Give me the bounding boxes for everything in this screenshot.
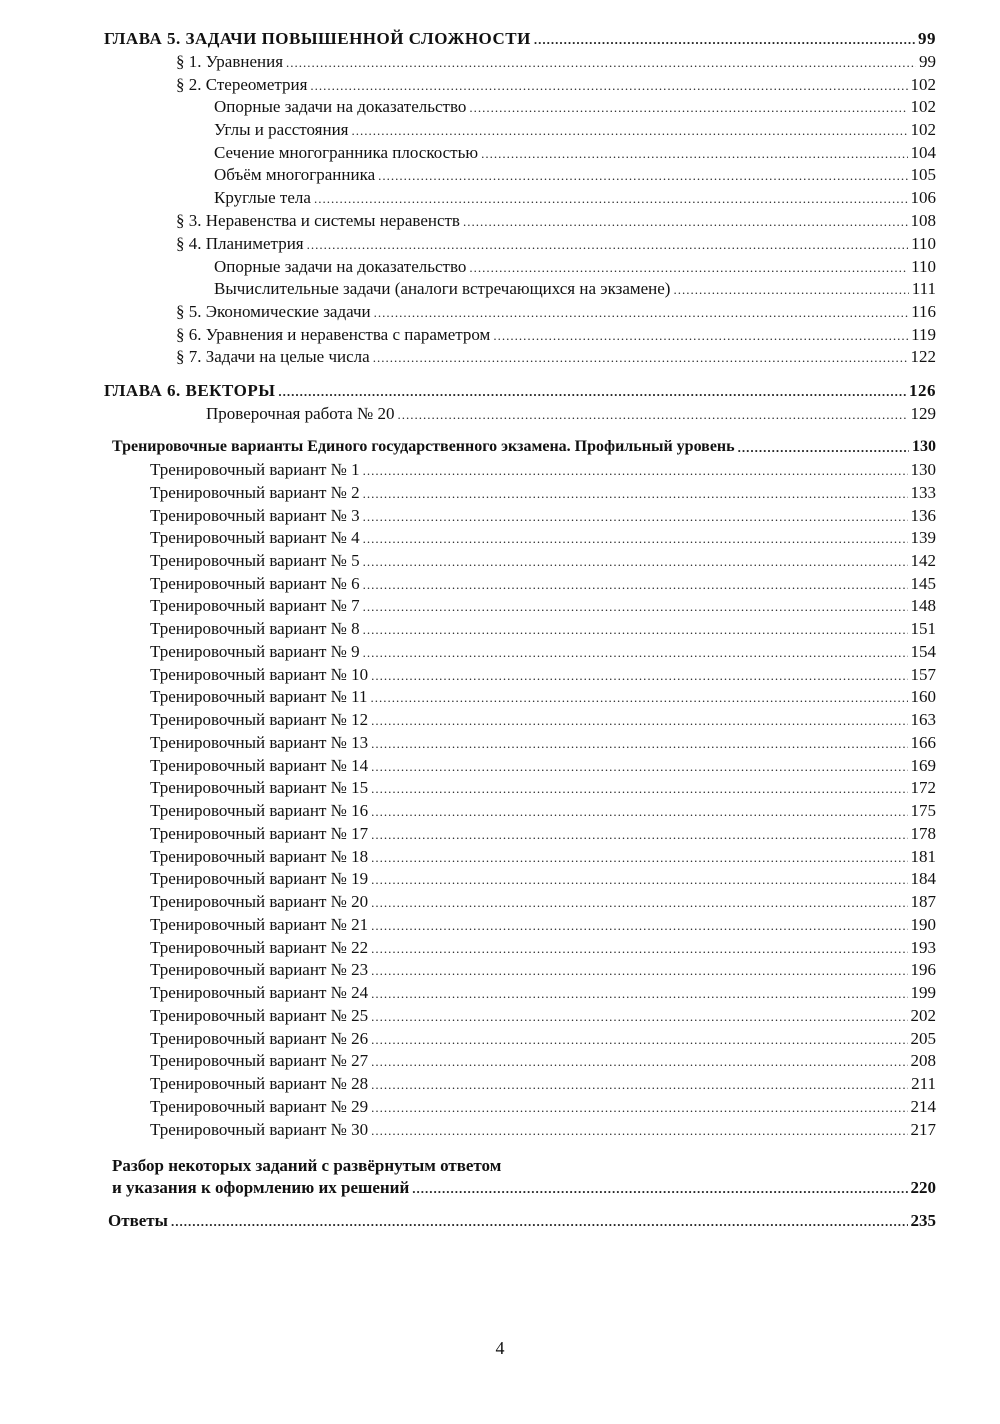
toc-variant-13[interactable]: Тренировочный вариант № 13 ..... 166 <box>150 732 936 754</box>
toc-variant-3[interactable]: Тренировочный вариант № 3 ..... 136 <box>150 505 936 527</box>
toc-section-7[interactable]: § 7. Задачи на целые числа ..... 122 <box>176 346 936 368</box>
toc-section-3[interactable]: § 3. Неравенства и системы неравенств ..... 108 <box>176 210 936 232</box>
toc-subsection[interactable]: Объём многогранника ..... 105 <box>214 164 936 186</box>
toc-analysis[interactable]: и указания к оформлению их решений ..... 220 <box>112 1177 936 1199</box>
toc-entry-page: 99 <box>918 29 936 48</box>
toc-variant-10[interactable]: Тренировочный вариант № 10 ..... 157 <box>150 664 936 686</box>
toc-section-2[interactable]: § 2. Стереометрия ..... 102 <box>176 74 936 96</box>
toc-analysis-line1: Разбор некоторых заданий с развёрнутым ответом <box>112 1156 502 1175</box>
toc-section-4[interactable]: § 4. Планиметрия ..... 110 <box>176 233 936 255</box>
toc-variant-27[interactable]: Тренировочный вариант № 27 ..... 208 <box>150 1050 936 1072</box>
toc-subsection[interactable]: Опорные задачи на доказательство ..... 110 <box>214 256 936 278</box>
toc-training-heading[interactable]: Тренировочные варианты Единого государственного экзамена. Профильный уровень ..... 130 <box>112 436 936 458</box>
toc-test-20[interactable]: Проверочная работа № 20 ..... 129 <box>206 403 936 425</box>
toc-variant-5[interactable]: Тренировочный вариант № 5 ..... 142 <box>150 550 936 572</box>
toc-variant-6[interactable]: Тренировочный вариант № 6 ..... 145 <box>150 573 936 595</box>
toc-chapter-6[interactable]: ГЛАВА 6. ВЕКТОРЫ ..... 126 <box>104 380 936 402</box>
toc-variant-23[interactable]: Тренировочный вариант № 23 ..... 196 <box>150 959 936 981</box>
toc-subsection[interactable]: Опорные задачи на доказательство ..... 102 <box>214 96 936 118</box>
toc-variant-11[interactable]: Тренировочный вариант № 11 ..... 160 <box>150 686 936 708</box>
toc-subsection[interactable]: Вычислительные задачи (аналоги встречающихся на экзамене) ..... 111 <box>214 278 936 300</box>
toc-answers[interactable]: Ответы ..... 235 <box>108 1210 936 1232</box>
toc-variant-1[interactable]: Тренировочный вариант № 1 ..... 130 <box>150 459 936 481</box>
toc-variant-30[interactable]: Тренировочный вариант № 30 ..... 217 <box>150 1119 936 1141</box>
toc-variant-2[interactable]: Тренировочный вариант № 2 ..... 133 <box>150 482 936 504</box>
toc-section-5[interactable]: § 5. Экономические задачи ..... 116 <box>176 301 936 323</box>
toc-variant-17[interactable]: Тренировочный вариант № 17 ..... 178 <box>150 823 936 845</box>
toc-chapter-5[interactable] <box>104 28 936 50</box>
toc-variant-26[interactable]: Тренировочный вариант № 26 ..... 205 <box>150 1028 936 1050</box>
page-number: 4 <box>495 1338 505 1358</box>
toc-variant-16[interactable]: Тренировочный вариант № 16 ..... 175 <box>150 800 936 822</box>
toc-subsection[interactable]: Круглые тела ..... 106 <box>214 187 936 209</box>
toc-variant-22[interactable]: Тренировочный вариант № 22 ..... 193 <box>150 937 936 959</box>
toc-variant-9[interactable]: Тренировочный вариант № 9 ..... 154 <box>150 641 936 663</box>
toc-variant-21[interactable]: Тренировочный вариант № 21 ..... 190 <box>150 914 936 936</box>
toc-subsection[interactable]: Углы и расстояния ..... 102 <box>214 119 936 141</box>
toc-variant-28[interactable]: Тренировочный вариант № 28 ..... 211 <box>150 1073 936 1095</box>
toc-section-1[interactable]: § 1. Уравнения ..... 99 <box>176 51 936 73</box>
toc-variant-15[interactable]: Тренировочный вариант № 15 ..... 172 <box>150 777 936 799</box>
toc-entry-title: ГЛАВА 5. ЗАДАЧИ ПОВЫШЕННОЙ СЛОЖНОСТИ <box>104 29 531 48</box>
toc-variant-14[interactable]: Тренировочный вариант № 14 ..... 169 <box>150 755 936 777</box>
toc-variant-7[interactable]: Тренировочный вариант № 7 ..... 148 <box>150 595 936 617</box>
toc-variant-25[interactable]: Тренировочный вариант № 25 ..... 202 <box>150 1005 936 1027</box>
toc-variant-29[interactable]: Тренировочный вариант № 29 ..... 214 <box>150 1096 936 1118</box>
toc-variant-4[interactable]: Тренировочный вариант № 4 ..... 139 <box>150 527 936 549</box>
toc-section-6[interactable]: § 6. Уравнения и неравенства с параметром ..... 119 <box>176 324 936 346</box>
toc-variant-20[interactable]: Тренировочный вариант № 20 ..... 187 <box>150 891 936 913</box>
toc-variant-19[interactable]: Тренировочный вариант № 19 ..... 184 <box>150 868 936 890</box>
toc-variant-8[interactable]: Тренировочный вариант № 8 ..... 151 <box>150 618 936 640</box>
toc-subsection[interactable]: Сечение многогранника плоскостью ..... 104 <box>214 142 936 164</box>
toc-variant-24[interactable]: Тренировочный вариант № 24 ..... 199 <box>150 982 936 1004</box>
toc-variant-12[interactable]: Тренировочный вариант № 12 ..... 163 <box>150 709 936 731</box>
toc-variant-18[interactable]: Тренировочный вариант № 18 ..... 181 <box>150 846 936 868</box>
